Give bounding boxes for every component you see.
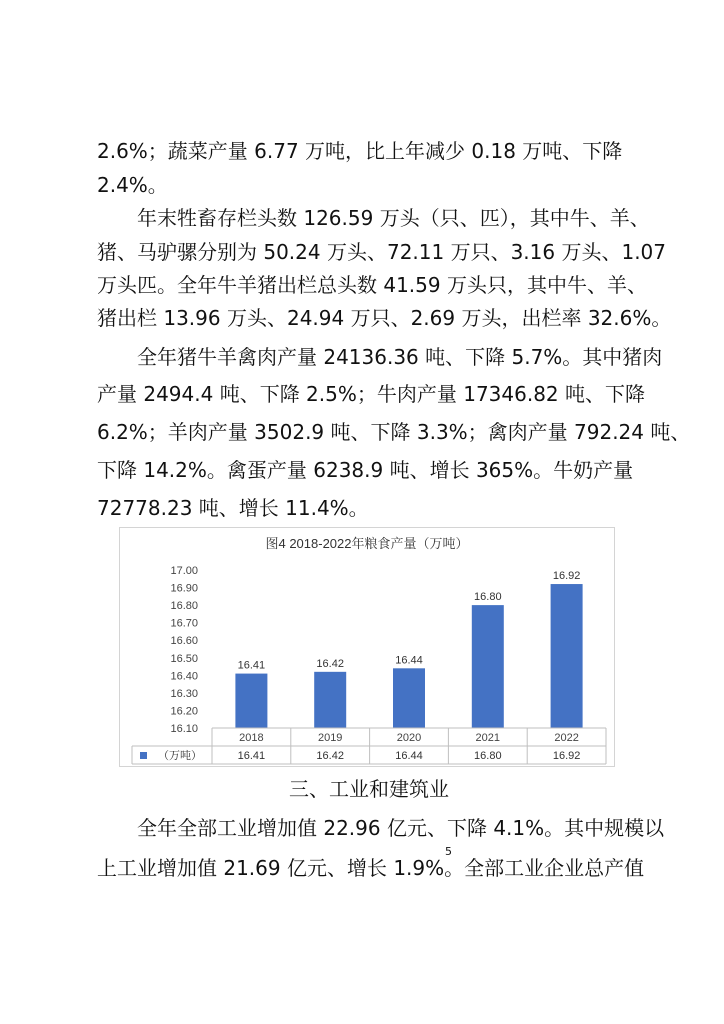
text-line: 万头匹。全年牛羊猪出栏总头数 41.59 万头只，其中牛、羊、 (97, 273, 647, 297)
data-label: 16.41 (237, 659, 266, 672)
text-line: 72778.23 吨、增长 11.4%。 (97, 496, 369, 520)
x-tick-label: 2020 (396, 732, 422, 744)
data-label: 16.44 (395, 654, 423, 667)
page-number: 5 (445, 845, 452, 858)
y-tick-label: 17.00 (170, 565, 198, 577)
bar (393, 668, 425, 728)
text-line: 全年猪牛羊禽肉产量 24136.36 吨、下降 5.7%。其中猪肉 (137, 345, 663, 369)
data-label: 16.92 (552, 570, 581, 583)
text-line: 年末牲畜存栏头数 126.59 万头（只、匹），其中牛、羊、 (137, 206, 650, 230)
text-line: 全年全部工业增加值 22.96 亿元、下降 4.1%。其中规模以 (137, 816, 665, 840)
text-line: 猪出栏 13.96 万头、24.94 万只、2.69 万头，出栏率 32.6%。 (97, 306, 672, 330)
y-tick-label: 16.90 (170, 582, 198, 595)
bar (314, 672, 346, 728)
x-tick-label: 2018 (239, 732, 264, 744)
legend-label: （万吨） (158, 750, 202, 762)
text-line: 猪、马驴骡分别为 50.24 万头、72.11 万只、3.16 万头、1.07 (97, 240, 667, 264)
section-title: 三、工业和建筑业 (289, 777, 449, 801)
text-line: 6.2%；羊肉产量 3502.9 吨、下降 3.3%；禽肉产量 792.24 吨、 (97, 420, 691, 444)
data-label: 16.42 (316, 657, 344, 670)
y-tick-label: 16.60 (170, 635, 198, 648)
y-tick-label: 16.10 (170, 723, 198, 735)
bar (472, 605, 504, 728)
text-line: 2.4%。 (97, 173, 168, 197)
text-line: 产量 2494.4 吨、下降 2.5%；牛肉产量 17346.82 吨、下降 (97, 382, 646, 406)
text-line: 2.6%；蔬菜产量 6.77 万吨，比上年减少 0.18 万吨、下降 (97, 139, 623, 163)
text-line: 下降 14.2%。禽蛋产量 6238.9 吨、增长 365%。牛奶产量 (97, 458, 634, 482)
x-tick-label: 2019 (317, 732, 343, 744)
data-label: 16.80 (474, 591, 502, 604)
text-line: 上工业增加值 21.69 亿元、增长 1.9%。全部工业企业总产值 (97, 856, 645, 880)
table-value: 16.80 (474, 750, 502, 762)
bar (235, 674, 267, 728)
chart-svg (120, 528, 614, 766)
y-tick-label: 16.80 (170, 600, 198, 613)
grain-output-chart (119, 527, 615, 767)
table-value: 16.42 (316, 750, 344, 762)
y-tick-label: 16.30 (170, 687, 198, 700)
x-tick-label: 2021 (475, 732, 501, 744)
y-tick-label: 16.40 (170, 670, 198, 683)
table-value: 16.41 (237, 750, 266, 762)
legend-swatch (140, 752, 147, 759)
y-tick-label: 16.70 (170, 617, 198, 630)
x-tick-label: 2022 (554, 732, 579, 744)
bar (551, 584, 583, 728)
table-value: 16.44 (395, 750, 423, 762)
table-value: 16.92 (552, 750, 581, 762)
y-tick-label: 16.20 (170, 705, 198, 718)
y-tick-label: 16.50 (170, 652, 198, 665)
chart-title: 图4 2018-2022年粮食产量（万吨） (265, 536, 469, 551)
